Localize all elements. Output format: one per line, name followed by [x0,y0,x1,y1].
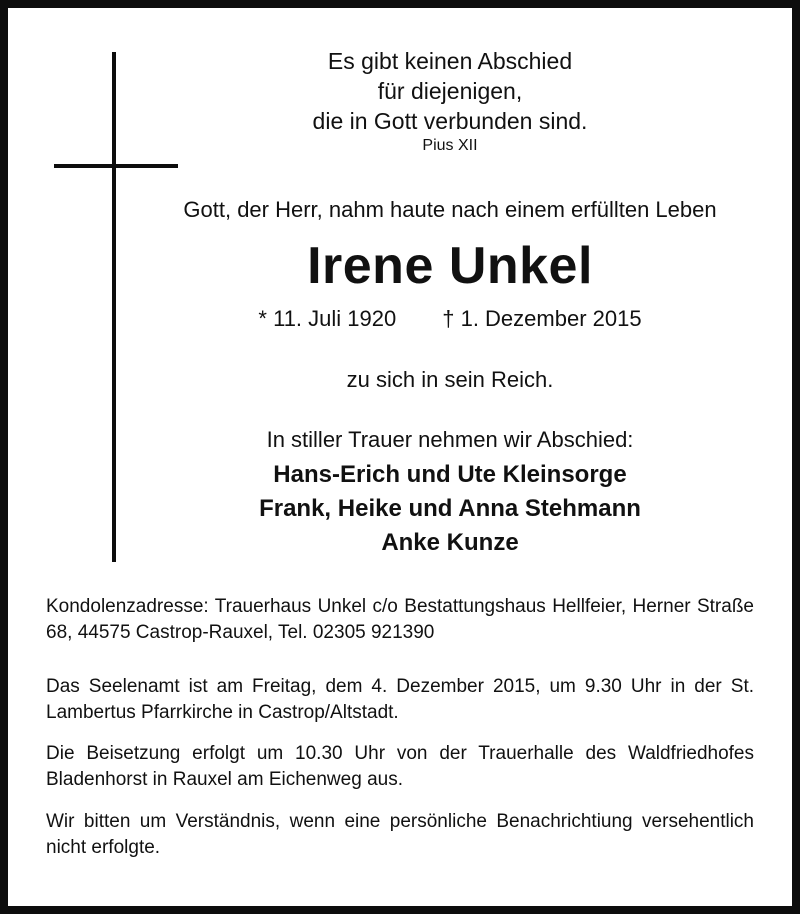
burial-text: Die Beisetzung erfolgt um 10.30 Uhr von der Trauerhalle des Waldfriedhofes Bladenhorst in Rauxel am Eichenweg aus. [46,743,754,790]
cross-icon-horizontal-bar [54,164,178,168]
quote-line: für diejenigen, [377,78,523,104]
life-dates [110,305,790,333]
notice-text: Wir bitten um Verständnis, wenn eine persönliche Benachrichtiung versehentlich nicht erfolgte. [46,811,754,858]
mourners-heading: In stiller Trauer nehmen wir Abschied: [266,427,634,452]
closing-text: zu sich in sein Reich. [346,367,554,392]
deceased-name: Irene Unkel [307,237,593,295]
birth-date: * 11. Juli 1920 [258,306,397,331]
notice-info [46,809,754,861]
condolence-text: Kondolenzadresse: Trauerhaus Unkel c/o Bestattungshaus Hellfeier, Herner Straße 68, 44575 Castrop-Rauxel, Tel. 02305 921390 [46,596,754,643]
burial-info [46,741,754,793]
quote-block [110,46,790,156]
requiem-text: Das Seelenamt ist am Freitag, dem 4. Dezember 2015, um 9.30 Uhr in der St. Lambertus Pfarrkirche in Castrop/Altstadt. [46,676,754,723]
mourner-name: Hans-Erich und Ute Kleinsorge [273,461,627,488]
quote-attribution: Pius XII [422,137,478,154]
mourner-name: Anke Kunze [381,529,519,556]
quote-line: Es gibt keinen Abschied [327,48,573,74]
death-date: † 1. Dezember 2015 [442,306,642,331]
mourner-name: Frank, Heike und Anna Stehmann [259,495,641,522]
intro-text: Gott, der Herr, nahm haute nach einem erfüllten Leben [183,197,717,222]
requiem-info [46,674,754,726]
quote-line: die in Gott verbunden sind. [312,108,588,134]
condolence-address [46,594,754,646]
mourners-block [110,426,790,560]
